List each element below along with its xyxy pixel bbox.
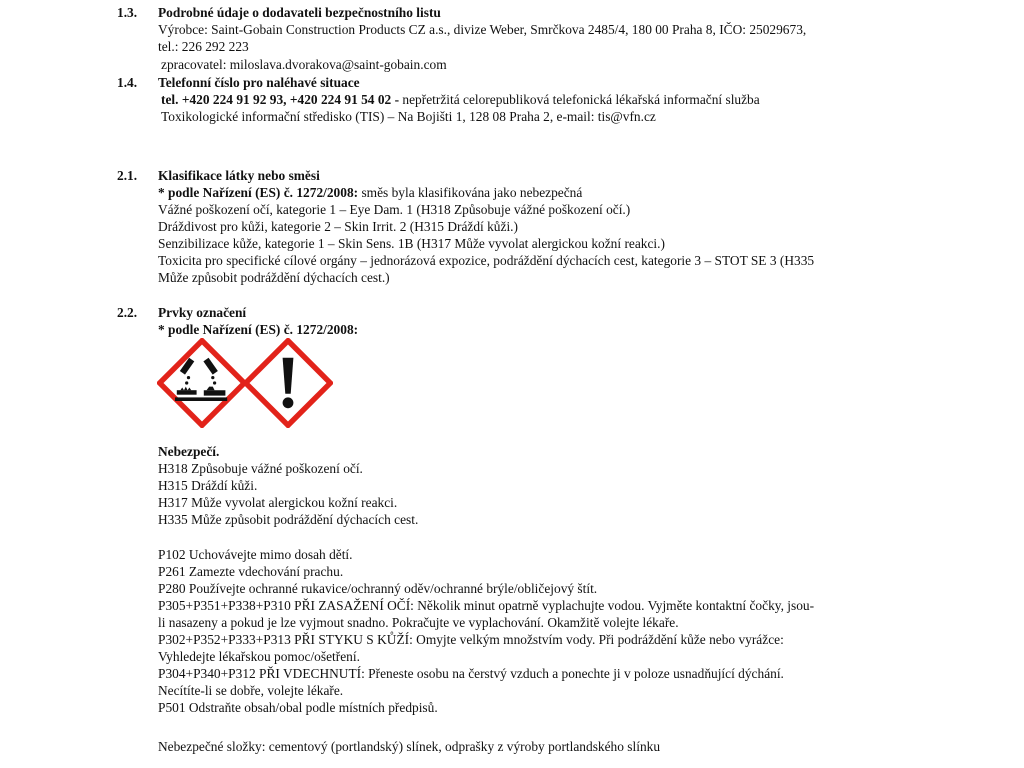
signal-word: Nebezpečí.: [158, 444, 220, 459]
p-statement: P302+P352+P333+P313 PŘI STYKU S KŮŽÍ: Omyjte velkým množstvím vody. Při podráždění kůže nebo vyrážce:: [158, 632, 784, 647]
section-number-2-1: 2.1.: [117, 168, 138, 183]
supplier-phone: tel.: 226 292 223: [158, 39, 249, 54]
h-statement: H317 Může vyvolat alergickou kožní reakci.: [158, 495, 398, 510]
classification-regulation: [158, 184, 582, 201]
h-statement: H315 Dráždí kůži.: [158, 478, 258, 493]
exclamation-mark-icon: [243, 338, 333, 428]
section-number-1-4: 1.4.: [117, 75, 138, 90]
emergency-phone-line: [161, 91, 760, 108]
processor-email: zpracovatel: miloslava.dvorakova@saint-gobain.com: [161, 57, 447, 72]
classification-line: Vážné poškození očí, kategorie 1 – Eye Dam. 1 (H318 Způsobuje vážné poškození očí.): [158, 202, 631, 217]
regulation-ref: * podle Nařízení (ES) č. 1272/2008:: [158, 185, 359, 200]
p-statement: Necítíte-li se dobře, volejte lékaře.: [158, 683, 344, 698]
p-statement: Vyhledejte lékařskou pomoc/ošetření.: [158, 649, 360, 664]
section-title-2-1: Klasifikace látky nebo směsi: [158, 168, 320, 183]
p-statement: li nasazeny a pokud je lze vyjmout snadno. Pokračujte ve vyplachování. Okamžitě volejte lékaře.: [158, 615, 679, 630]
section-title-2-2: Prvky označení: [158, 305, 247, 320]
p-statement: P501 Odstraňte obsah/obal podle místních předpisů.: [158, 700, 438, 715]
hazardous-components: Nebezpečné složky: cementový (portlandský) slínek, odprašky z výroby portlandského slínku: [158, 739, 661, 754]
emergency-phone-numbers: tel. +420 224 91 92 93, +420 224 91 54 02 -: [161, 92, 400, 107]
section-title-1-3: Podrobné údaje o dodavateli bezpečnostního listu: [158, 5, 441, 20]
section-number-1-3: 1.3.: [117, 5, 138, 20]
p-statement: P280 Používejte ochranné rukavice/ochranný oděv/ochranné brýle/obličejový štít.: [158, 581, 598, 596]
p-statement: P304+P340+P312 PŘI VDECHNUTÍ: Přeneste osobu na čerstvý vzduch a ponechte ji v poloze usnadňující dýchání.: [158, 666, 784, 681]
section-number-2-2: 2.2.: [117, 305, 138, 320]
tis-contact: Toxikologické informační středisko (TIS) – Na Bojišti 1, 128 08 Praha 2, e-mail: tis@vfn.cz: [161, 109, 656, 124]
supplier-line: Výrobce: Saint-Gobain Construction Products CZ a.s., divize Weber, Smrčkova 2485/4, 180 00 Praha 8, IČO: 25029673,: [158, 22, 807, 37]
p-statement: P102 Uchovávejte mimo dosah dětí.: [158, 547, 353, 562]
classification-line: Senzibilizace kůže, kategorie 1 – Skin Sens. 1B (H317 Může vyvolat alergickou kožní reakci.): [158, 236, 665, 251]
p-statement: P305+P351+P338+P310 PŘI ZASAŽENÍ OČÍ: Několik minut opatrně vyplachujte vodou. Vyjměte kontaktní čočky, jsou-: [158, 598, 815, 613]
emergency-phone-desc: nepřetržitá celorepubliková telefonická lékařská informační služba: [399, 92, 760, 107]
p-statement: P261 Zamezte vdechování prachu.: [158, 564, 344, 579]
classification-result: směs byla klasifikována jako nebezpečná: [358, 185, 583, 200]
classification-line: Toxicita pro specifické cílové orgány – jednorázová expozice, podráždění dýchacích cest, kategorie 3 – STOT SE 3 (H335: [158, 253, 815, 268]
classification-line: Může způsobit podráždění dýchacích cest.): [158, 270, 390, 285]
labelling-regulation: * podle Nařízení (ES) č. 1272/2008:: [158, 322, 359, 337]
corrosion-icon: [157, 338, 247, 428]
h-statement: H318 Způsobuje vážné poškození očí.: [158, 461, 363, 476]
classification-line: Dráždivost pro kůži, kategorie 2 – Skin Irrit. 2 (H315 Dráždí kůži.): [158, 219, 518, 234]
section-title-1-4: Telefonní číslo pro naléhavé situace: [158, 75, 360, 90]
h-statement: H335 Může způsobit podráždění dýchacích cest.: [158, 512, 419, 527]
